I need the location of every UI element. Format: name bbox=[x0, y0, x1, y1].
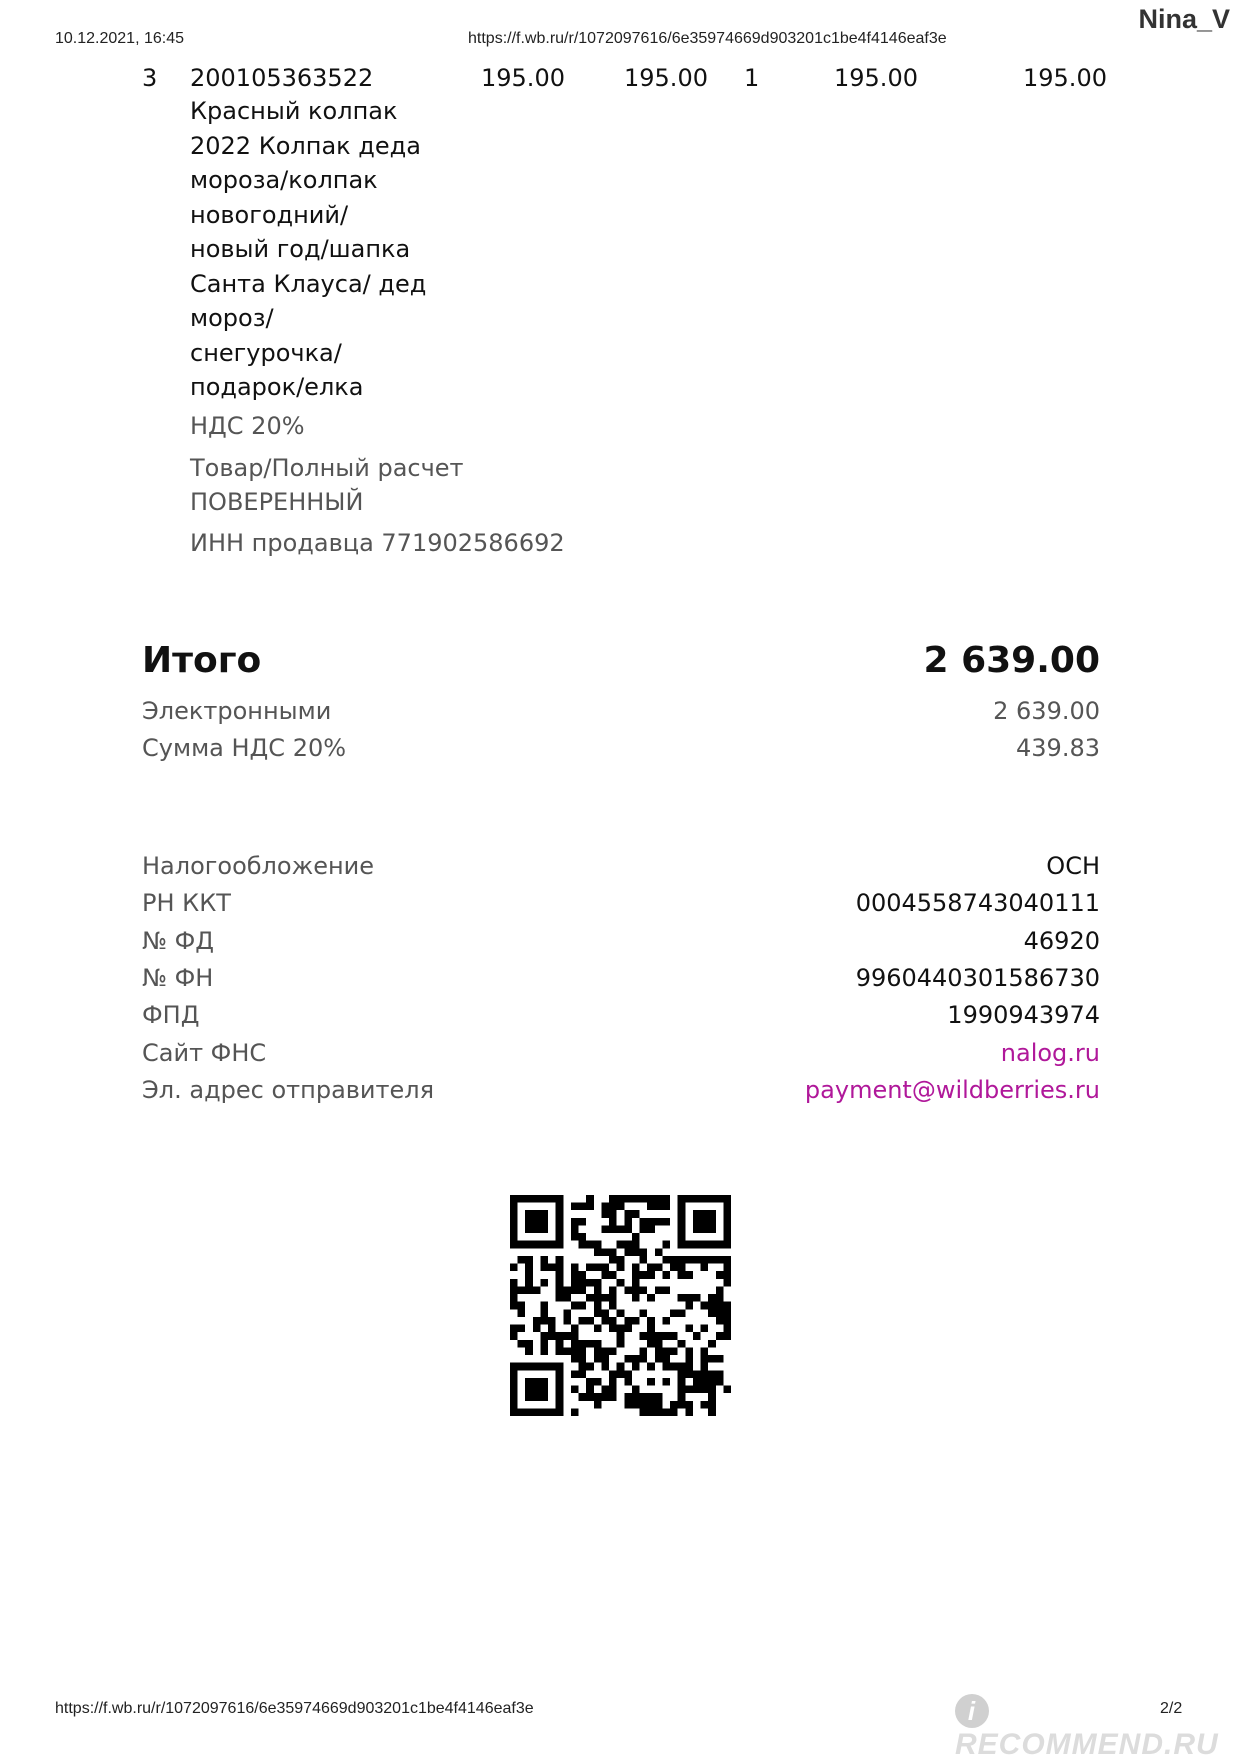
fn-row bbox=[142, 964, 1100, 1000]
vat-sum-value: 439.83 bbox=[1016, 734, 1100, 762]
recommend-text: RECOMMEND.RU bbox=[955, 1728, 1219, 1761]
item-name-line: снегурочка/ bbox=[190, 338, 342, 367]
item-name-line: новый год/шапка bbox=[190, 235, 411, 263]
item-name-line: новогодний/ bbox=[190, 200, 349, 229]
item-sum: 195.00 bbox=[834, 64, 918, 92]
user-watermark: Nina_V bbox=[1138, 4, 1230, 34]
item-index: 3 bbox=[142, 64, 158, 92]
item-payment-type: Товар/Полный расчет bbox=[190, 454, 464, 482]
taxation-value: ОСН bbox=[1046, 852, 1100, 880]
item-name-line: 2022 Колпак деда bbox=[190, 131, 421, 160]
item-price-discount: 195.00 bbox=[624, 64, 708, 92]
electronic-row bbox=[142, 697, 1100, 733]
taxation-label: Налогообложение bbox=[142, 852, 375, 880]
fn-value: 9960440301586730 bbox=[855, 964, 1100, 992]
item-vat: НДС 20% bbox=[190, 412, 305, 440]
electronic-label: Электронными bbox=[142, 697, 332, 725]
item-name-line: мороз/ bbox=[190, 304, 274, 332]
item-name-line: подарок/елка bbox=[190, 373, 364, 401]
fpd-row bbox=[142, 1001, 1100, 1037]
fd-row bbox=[142, 927, 1100, 963]
sender-email-link[interactable]: payment@wildberries.ru bbox=[804, 1076, 1100, 1104]
item-agent: ПОВЕРЕННЫЙ bbox=[190, 488, 364, 516]
print-datetime: 10.12.2021, 16:45 bbox=[55, 30, 185, 47]
fns-site-row bbox=[142, 1039, 1100, 1075]
vat-sum-label: Сумма НДС 20% bbox=[142, 734, 347, 762]
item-seller-inn: ИНН продавца 771902586692 bbox=[190, 529, 565, 557]
item-code: 200105363522 bbox=[190, 64, 374, 92]
fns-site-label: Сайт ФНС bbox=[142, 1039, 267, 1067]
taxation-row bbox=[142, 852, 1100, 888]
kkt-row bbox=[142, 889, 1100, 925]
fd-label: № ФД bbox=[142, 927, 214, 955]
print-url: https://f.wb.ru/r/1072097616/6e35974669d903201c1be4f4146eaf3e bbox=[468, 30, 947, 47]
page-number: 2/2 bbox=[1160, 1700, 1183, 1717]
total-value: 2 639.00 bbox=[923, 640, 1100, 681]
item-name-line: Санта Клауса/ дед bbox=[190, 269, 427, 298]
item-name-line: мороза/колпак bbox=[190, 166, 378, 194]
electronic-value: 2 639.00 bbox=[993, 697, 1100, 725]
fns-site-link[interactable]: nalog.ru bbox=[1000, 1039, 1100, 1067]
vat-sum-row bbox=[142, 734, 1100, 770]
fn-label: № ФН bbox=[142, 964, 214, 992]
item-name bbox=[190, 94, 430, 405]
item-qty: 1 bbox=[744, 64, 760, 92]
kkt-value: 0004558743040111 bbox=[855, 889, 1100, 917]
recommend-logo-icon: i bbox=[955, 1694, 989, 1728]
fd-value: 46920 bbox=[1023, 927, 1100, 955]
total-label: Итого bbox=[142, 640, 262, 681]
item-total: 195.00 bbox=[1023, 64, 1107, 92]
recommend-watermark bbox=[955, 1690, 1240, 1762]
item-price: 195.00 bbox=[481, 64, 565, 92]
item-name-line: Красный колпак bbox=[190, 97, 398, 125]
footer-url: https://f.wb.ru/r/1072097616/6e35974669d903201c1be4f4146eaf3e bbox=[55, 1700, 534, 1717]
sender-email-row bbox=[142, 1076, 1100, 1112]
fpd-value: 1990943974 bbox=[947, 1001, 1100, 1029]
sender-email-label: Эл. адрес отправителя bbox=[142, 1076, 435, 1104]
fpd-label: ФПД bbox=[142, 1001, 200, 1029]
kkt-label: РН ККТ bbox=[142, 889, 231, 917]
qr-code bbox=[510, 1195, 731, 1416]
